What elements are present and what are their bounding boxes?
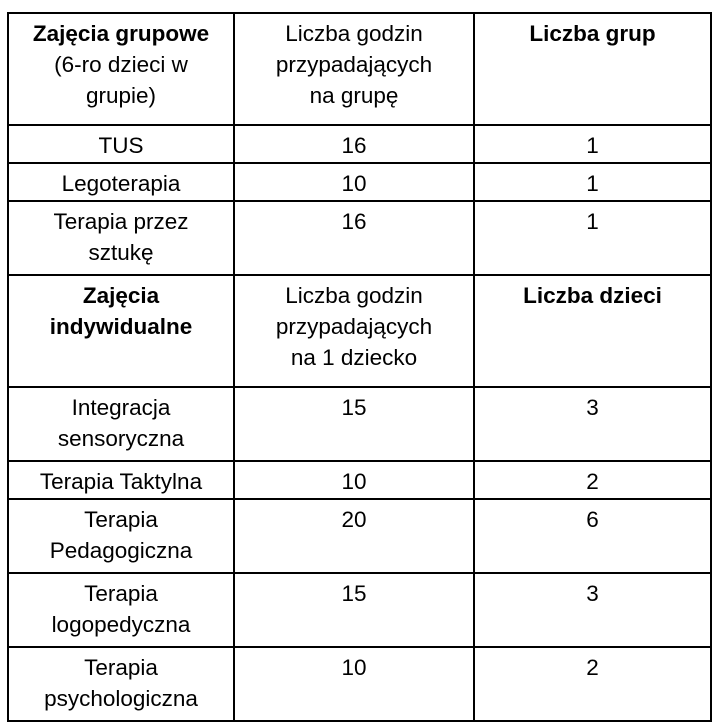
header-line: Zajęcia grupowe bbox=[32, 21, 210, 46]
activity-name: TUS bbox=[8, 125, 234, 163]
hours-value: 16 bbox=[234, 125, 474, 163]
table-row bbox=[8, 387, 711, 461]
name-line: logopedyczna bbox=[51, 612, 191, 637]
count-value: 1 bbox=[474, 163, 711, 201]
header-line: Liczba godzin bbox=[285, 21, 423, 46]
group-count-header: Liczba grup bbox=[474, 13, 711, 125]
name-line: sztukę bbox=[88, 240, 154, 265]
count-value: 3 bbox=[474, 387, 711, 461]
table-row bbox=[8, 201, 711, 275]
activity-name bbox=[8, 499, 234, 573]
name-line: Terapia bbox=[84, 507, 158, 532]
header-line: (6-ro dzieci w bbox=[54, 52, 188, 77]
header-line: Zajęcia bbox=[82, 283, 160, 308]
activity-name bbox=[8, 387, 234, 461]
count-value: 3 bbox=[474, 573, 711, 647]
table-row bbox=[8, 125, 711, 163]
count-value: 1 bbox=[474, 201, 711, 275]
name-line: Terapia bbox=[84, 581, 158, 606]
table-row bbox=[8, 461, 711, 499]
group-activity-header bbox=[8, 13, 234, 125]
name-line: Integracja bbox=[71, 395, 171, 420]
individual-hours-header bbox=[234, 275, 474, 387]
header-line: indywidualne bbox=[49, 314, 193, 339]
table-row bbox=[8, 647, 711, 721]
group-hours-header bbox=[234, 13, 474, 125]
individual-activity-header bbox=[8, 275, 234, 387]
hours-value: 10 bbox=[234, 647, 474, 721]
count-value: 2 bbox=[474, 647, 711, 721]
therapy-table-container bbox=[7, 12, 710, 722]
individual-header-row bbox=[8, 275, 711, 387]
hours-value: 16 bbox=[234, 201, 474, 275]
name-line: psychologiczna bbox=[44, 686, 198, 711]
header-line: grupie) bbox=[85, 83, 157, 108]
header-line: przypadających bbox=[275, 314, 433, 339]
activity-name bbox=[8, 201, 234, 275]
hours-value: 15 bbox=[234, 387, 474, 461]
hours-value: 15 bbox=[234, 573, 474, 647]
header-line: Liczba godzin bbox=[285, 283, 423, 308]
therapy-table bbox=[7, 12, 712, 722]
table-row bbox=[8, 573, 711, 647]
count-value: 2 bbox=[474, 461, 711, 499]
activity-name: Terapia Taktylna bbox=[8, 461, 234, 499]
individual-count-header: Liczba dzieci bbox=[474, 275, 711, 387]
hours-value: 10 bbox=[234, 461, 474, 499]
name-line: sensoryczna bbox=[57, 426, 185, 451]
activity-name bbox=[8, 573, 234, 647]
header-line: na grupę bbox=[309, 83, 399, 108]
hours-value: 20 bbox=[234, 499, 474, 573]
table-row bbox=[8, 163, 711, 201]
hours-value: 10 bbox=[234, 163, 474, 201]
header-line: przypadających bbox=[275, 52, 433, 77]
count-value: 1 bbox=[474, 125, 711, 163]
header-line: na 1 dziecko bbox=[290, 345, 418, 370]
name-line: Pedagogiczna bbox=[49, 538, 193, 563]
table-row bbox=[8, 499, 711, 573]
activity-name: Legoterapia bbox=[8, 163, 234, 201]
name-line: Terapia przez bbox=[53, 209, 189, 234]
group-header-row bbox=[8, 13, 711, 125]
name-line: Terapia bbox=[84, 655, 158, 680]
count-value: 6 bbox=[474, 499, 711, 573]
activity-name bbox=[8, 647, 234, 721]
